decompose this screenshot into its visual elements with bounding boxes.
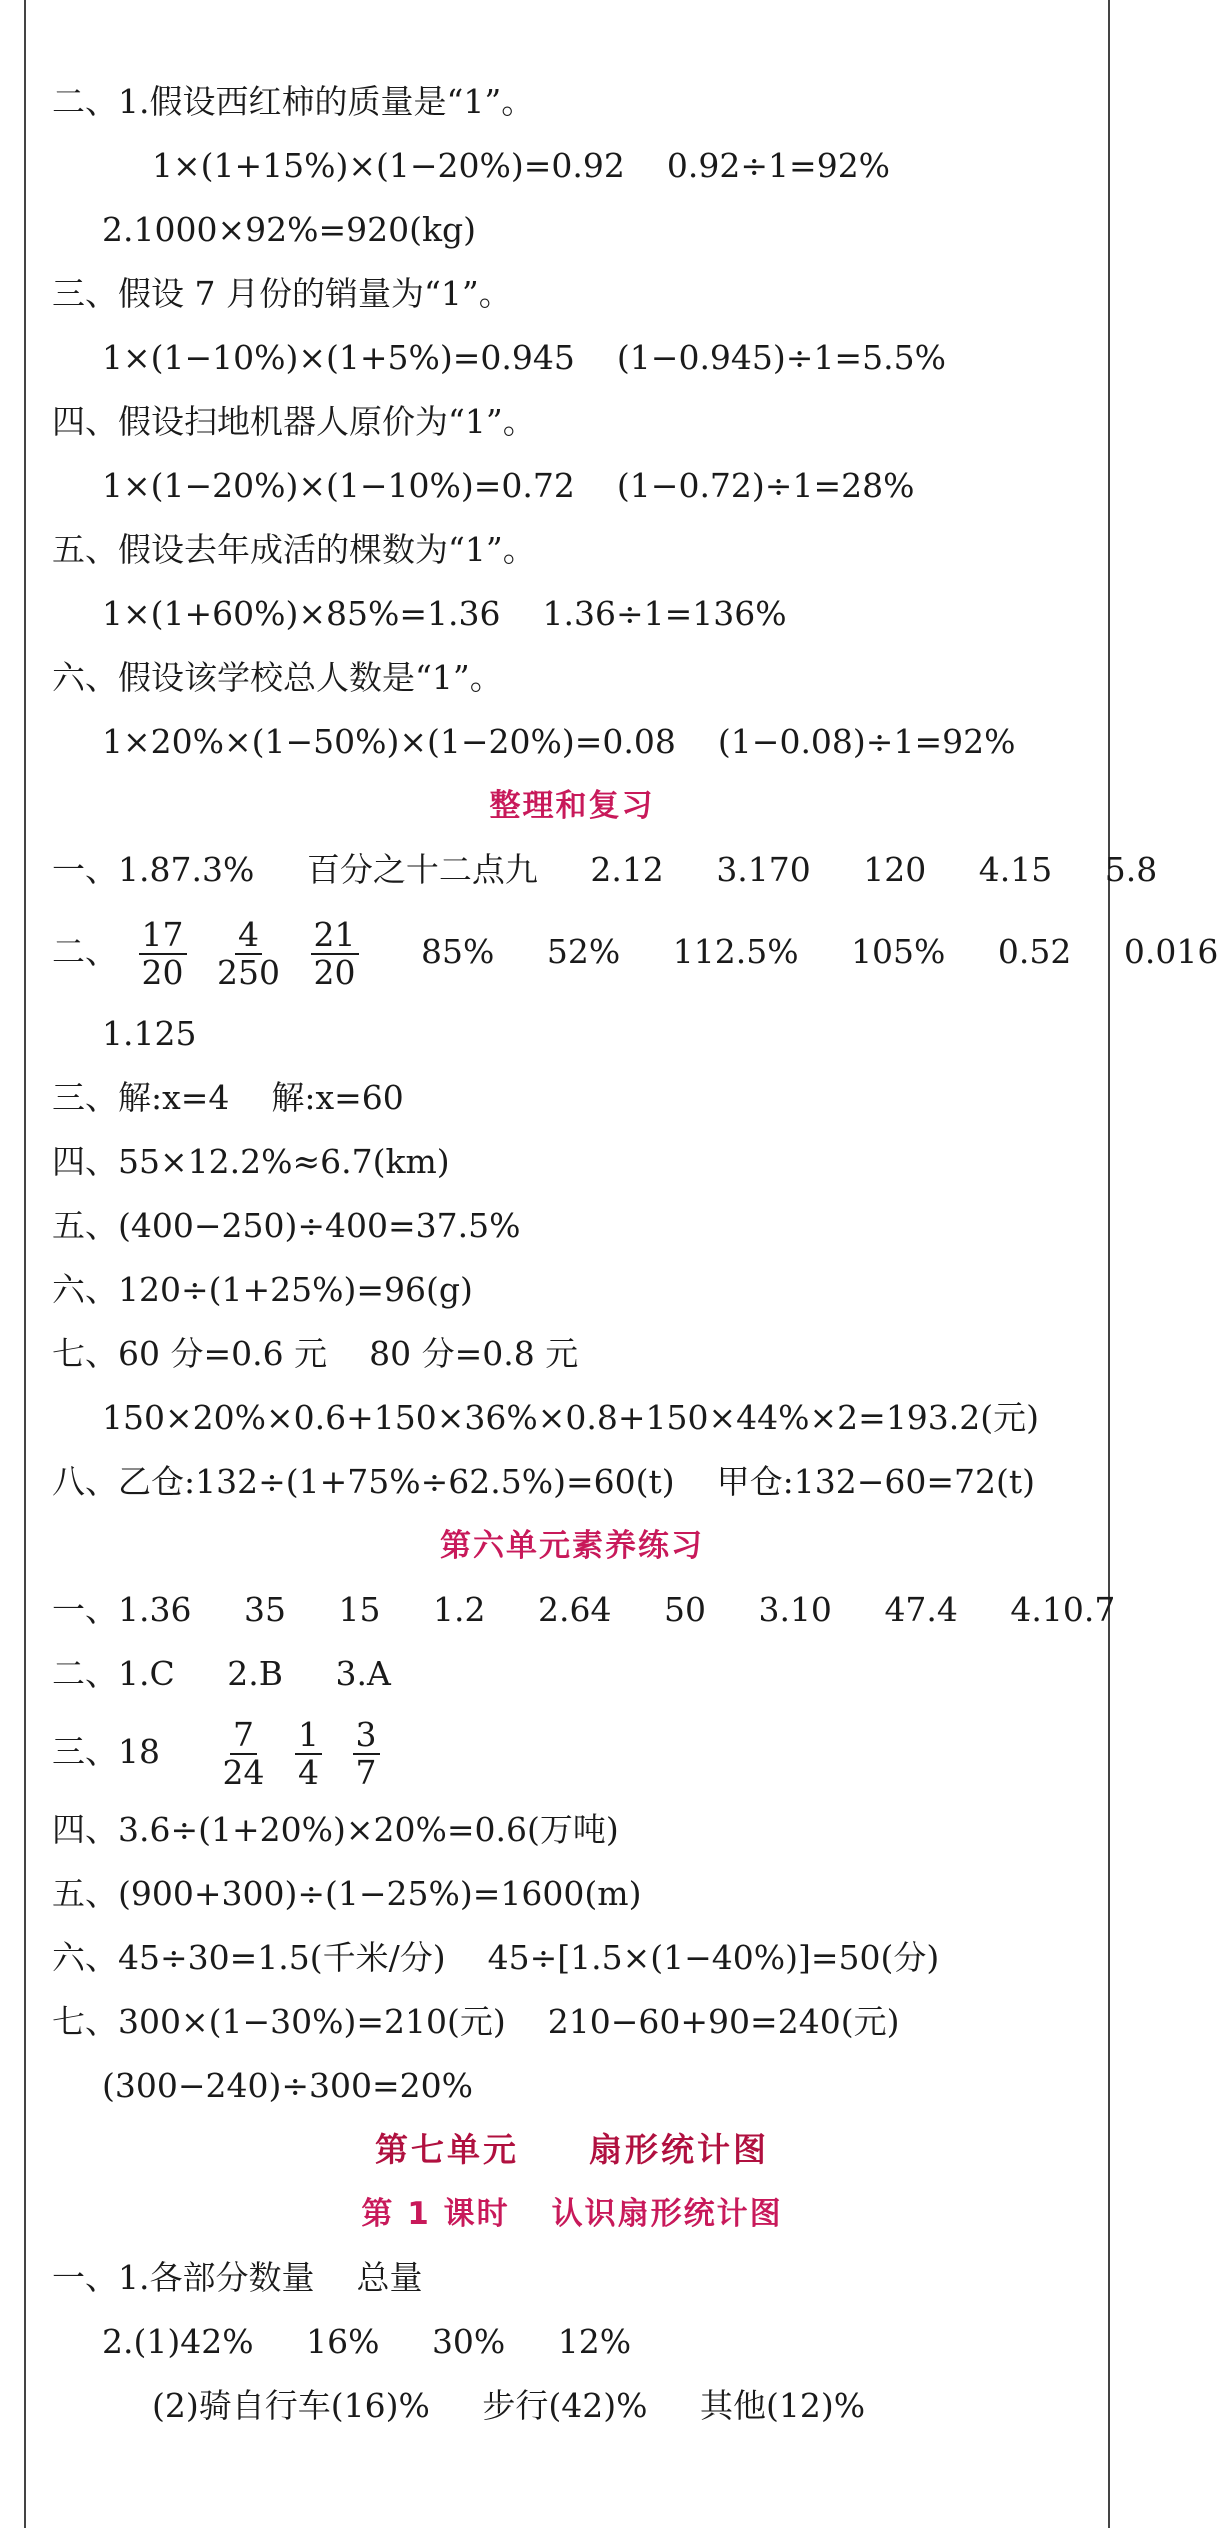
answer-line: 1×20%×(1−50%)×(1−20%)=0.08 (1−0.08)÷1=92% bbox=[102, 722, 1016, 761]
answer-line: 1×(1−10%)×(1+5%)=0.945 (1−0.945)÷1=5.5% bbox=[102, 338, 946, 377]
answer-line: 四、3.6÷(1+20%)×20%=0.6(万吨) bbox=[52, 1810, 619, 1849]
answer-line: 五、假设去年成活的棵数为“1”。 bbox=[52, 530, 536, 569]
answer-line: 一、1.各部分数量 总量 bbox=[52, 2258, 423, 2297]
answer-line: 一、1.87.3% 百分之十二点九 2.12 3.170 120 4.15 5.8 bbox=[52, 850, 1158, 889]
unit-heading: 第七单元 扇形统计图 bbox=[375, 2130, 769, 2169]
answer-line: 三、18 $\frac{7}{24}$ $\frac{1}{4}$ $\frac{3}{7}$ bbox=[52, 1706, 1092, 1798]
answer-page bbox=[52, 70, 1218, 2438]
fraction: $\frac{21}{20}$ bbox=[311, 917, 359, 991]
right-border-rule bbox=[1108, 0, 1110, 2528]
lesson-heading: 第 1 课时 认识扇形统计图 bbox=[361, 2196, 783, 2232]
section-heading: 整理和复习 bbox=[489, 788, 655, 824]
answer-line: 150×20%×0.6+150×36%×0.8+150×44%×2=193.2(元) bbox=[102, 1398, 1040, 1437]
fraction: $\frac{7}{24}$ bbox=[222, 1715, 265, 1792]
left-border-rule bbox=[24, 0, 26, 2528]
answer-line: 1×(1+60%)×85%=1.36 1.36÷1=136% bbox=[102, 594, 787, 633]
answer-line: 1.125 bbox=[102, 1014, 197, 1053]
section-heading: 第六单元素养练习 bbox=[440, 1528, 704, 1564]
answer-line: 三、解:x=4 解:x=60 bbox=[52, 1078, 404, 1117]
answer-line: 四、55×12.2%≈6.7(km) bbox=[52, 1142, 450, 1181]
answer-line: 二、1.假设西红柿的质量是“1”。 bbox=[52, 82, 535, 121]
answer-line: 2.(1)42% 16% 30% 12% bbox=[102, 2322, 632, 2361]
answer-line: 五、(400−250)÷400=37.5% bbox=[52, 1206, 521, 1245]
answer-line: 2.1000×92%=920(kg) bbox=[102, 210, 476, 249]
answer-line: 六、45÷30=1.5(千米/分) 45÷[1.5×(1−40%)]=50(分) bbox=[52, 1938, 940, 1977]
answer-line: 六、120÷(1+25%)=96(g) bbox=[52, 1270, 473, 1309]
fraction: $\frac{1}{4}$ bbox=[295, 1717, 322, 1791]
answer-line: 七、60 分=0.6 元 80 分=0.8 元 bbox=[52, 1334, 579, 1373]
answer-line: 四、假设扫地机器人原价为“1”。 bbox=[52, 402, 536, 441]
answer-line: 五、(900+300)÷(1−25%)=1600(m) bbox=[52, 1874, 642, 1913]
answer-line: 六、假设该学校总人数是“1”。 bbox=[52, 658, 503, 697]
answer-line: 二、1.C 2.B 3.A bbox=[52, 1654, 391, 1693]
answer-line: (2)骑自行车(16)% 步行(42)% 其他(12)% bbox=[152, 2386, 866, 2425]
answer-line: (300−240)÷300=20% bbox=[102, 2066, 474, 2105]
answer-line: 1×(1+15%)×(1−20%)=0.92 0.92÷1=92% bbox=[152, 146, 891, 185]
answer-line: 八、乙仓:132÷(1+75%÷62.5%)=60(t) 甲仓:132−60=72(t) bbox=[52, 1462, 1036, 1501]
answer-line: 二、 $\frac{17}{20}$ $\frac{4}{250}$ $\frac{21}{20}$ 85% 52% 112.5% 105% 0.52 0.016 bbox=[52, 915, 1218, 992]
answer-line: 1×(1−20%)×(1−10%)=0.72 (1−0.72)÷1=28% bbox=[102, 466, 915, 505]
answer-line: 七、300×(1−30%)=210(元) 210−60+90=240(元) bbox=[52, 2002, 900, 2041]
fraction: $\frac{4}{250}$ bbox=[217, 915, 280, 992]
fraction: $\frac{17}{20}$ bbox=[139, 917, 187, 991]
answer-line: 三、假设 7 月份的销量为“1”。 bbox=[52, 274, 512, 313]
answer-line: 一、1.36 35 15 1.2 2.64 50 3.10 47.4 4.10.7 bbox=[52, 1590, 1116, 1629]
fraction: $\frac{3}{7}$ bbox=[353, 1717, 380, 1791]
